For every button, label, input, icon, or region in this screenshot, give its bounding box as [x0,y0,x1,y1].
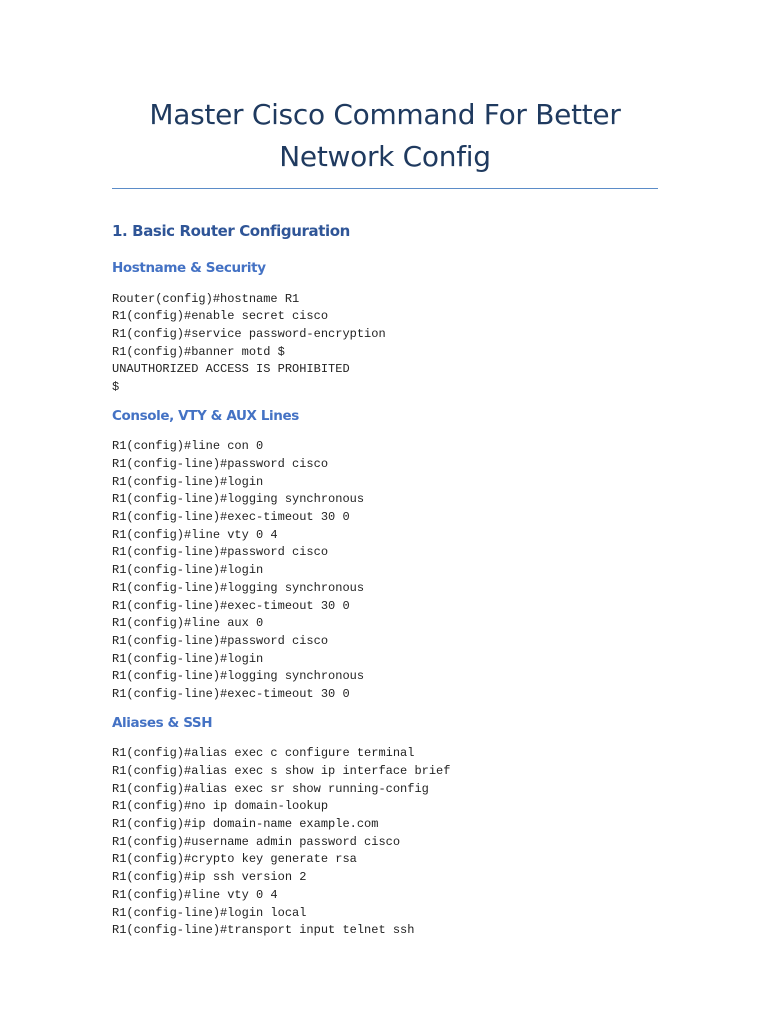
document-page [112,0,658,940]
document-title-line-2: Network Config [279,140,491,173]
code-line: R1(config)#line vty 0 4 [112,527,278,542]
code-line: $ [112,380,120,395]
code-line: R1(config)#banner motd $ [112,344,285,359]
code-line: R1(config-line)#exec-timeout 30 0 [112,687,350,702]
code-line: R1(config)#username admin password cisco [112,834,401,849]
code-line: R1(config-line)#password cisco [112,456,329,471]
code-line: R1(config-line)#logging synchronous [112,492,365,507]
code-line: R1(config)#enable secret cisco [112,309,329,324]
title-divider [112,188,658,189]
subsection-heading-console-vty-aux: Console, VTY & AUX Lines [112,407,299,424]
code-block-console-vty-aux [112,438,658,704]
code-line: R1(config)#line aux 0 [112,616,264,631]
code-line: R1(config)#no ip domain-lookup [112,799,329,814]
subsection-heading-hostname-security: Hostname & Security [112,260,266,276]
document-title-line-1: Master Cisco Command For Better [149,98,621,131]
code-line: R1(config-line)#password cisco [112,633,329,648]
code-line: R1(config-line)#transport input telnet ssh [112,923,415,938]
code-block-aliases-ssh [112,745,658,940]
code-line: R1(config-line)#logging synchronous [112,580,365,595]
code-line: R1(config)#alias exec s show ip interface brief [112,763,451,778]
code-line: R1(config-line)#login [112,563,264,578]
code-line: R1(config-line)#logging synchronous [112,669,365,684]
code-line: R1(config)#line con 0 [112,439,264,454]
code-line: R1(config)#service password-encryption [112,326,386,341]
code-line: R1(config-line)#login local [112,905,307,920]
code-line: R1(config-line)#exec-timeout 30 0 [112,598,350,613]
code-line: R1(config)#crypto key generate rsa [112,852,357,867]
code-line: R1(config-line)#login [112,651,264,666]
code-line: R1(config)#alias exec c configure terminal [112,746,415,761]
code-block-hostname-security [112,291,658,397]
code-line: R1(config)#alias exec sr show running-config [112,781,429,796]
code-line: R1(config-line)#login [112,474,264,489]
code-line: UNAUTHORIZED ACCESS IS PROHIBITED [112,362,350,377]
code-line: R1(config)#ip ssh version 2 [112,870,307,885]
subsection-heading-aliases-ssh: Aliases & SSH [112,714,213,731]
section-heading-basic-router-configuration: 1. Basic Router Configuration [112,222,350,240]
code-line: R1(config)#line vty 0 4 [112,887,278,902]
code-line: Router(config)#hostname R1 [112,291,300,306]
code-line: R1(config-line)#exec-timeout 30 0 [112,510,350,525]
code-line: R1(config)#ip domain-name example.com [112,817,379,832]
document-title [112,94,658,178]
code-line: R1(config-line)#password cisco [112,545,329,560]
